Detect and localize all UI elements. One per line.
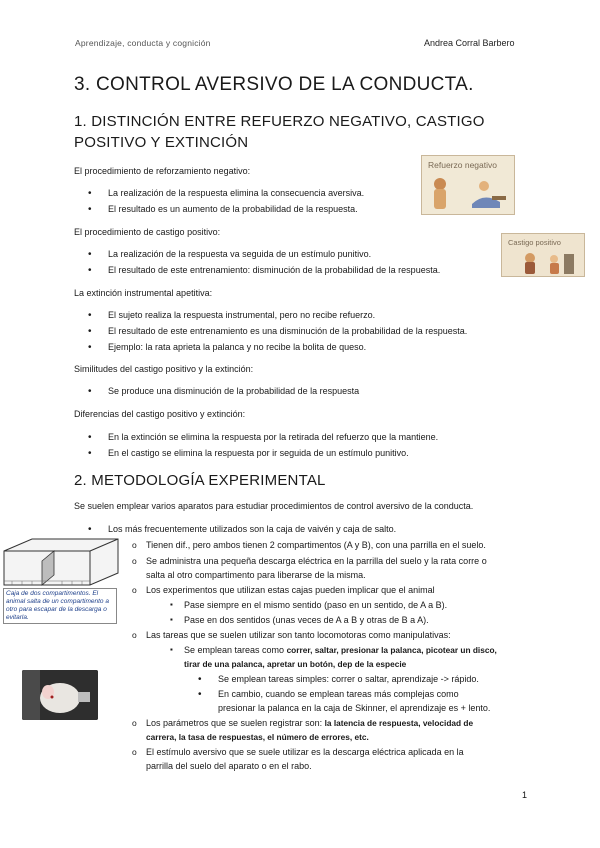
page-number: 1 (522, 790, 528, 800)
list-item: • La realización de la respuesta va seguida de un estímulo punitivo. (108, 249, 371, 259)
section1-heading-line2: POSITIVO Y EXTINCIÓN (74, 134, 249, 151)
sub-sub-item: ▪ Pase siempre en el mismo sentido (paso en un sentido, de A a B). (184, 600, 447, 610)
sub-item: o Se administra una pequeña descarga eléctrica en la parrilla del suelo y la rata corre o (146, 556, 487, 566)
pos-intro: El procedimiento de castigo positivo: (74, 227, 221, 237)
params-bold-continued: carrera, la tasa de respuestas, el número de errores, etc. (146, 732, 369, 742)
sub-item: o Tienen dif., pero ambos tienen 2 compartimentos (A y B), con una parrilla en el suelo. (146, 540, 486, 550)
sub-item: o Las tareas que se suelen utilizar son tanto locomotoras como manipulativas: (146, 630, 451, 640)
sub-sub-item (184, 645, 497, 655)
sub-item (146, 718, 473, 728)
sub-item: o El estímulo aversivo que se suele utilizar es la descarga eléctrica aplicada en la (146, 747, 464, 757)
header-left: Aprendizaje, conducta y cognición (75, 38, 211, 48)
header-right: Andrea Corral Barbero (424, 38, 515, 48)
refuerzo-negativo-label: Refuerzo negativo (428, 160, 497, 170)
tasks-bold: correr, saltar, presionar la palanca, picotear un disco, (286, 645, 497, 655)
sim-intro: Similitudes del castigo positivo y la extinción: (74, 364, 254, 374)
list-item: • Se produce una disminución de la probabilidad de la respuesta (108, 386, 359, 396)
list-item: • En la extinción se elimina la respuesta por la retirada del refuerzo que la mantiene. (108, 432, 438, 442)
castigo-positivo-image (501, 233, 585, 277)
tasks-bold-continued: tirar de una palanca, apretar un botón, dep de la especie (184, 659, 407, 669)
tasks-plain: Se emplean tareas como (184, 645, 287, 655)
section1-heading-line1: 1. DISTINCIÓN ENTRE REFUERZO NEGATIVO, CASTIGO (74, 113, 485, 130)
detail-item: • En cambio, cuando se emplean tareas más complejas como (218, 689, 459, 699)
sub-sub-item: ▪ Pase en dos sentidos (unas veces de A a B y otras de B a A). (184, 615, 429, 625)
sub-item: o Los experimentos que utilizan estas cajas pueden implicar que el animal (146, 585, 435, 595)
sub-item-continued: parrilla del suelo del aparato o en el rabo. (146, 761, 312, 771)
list-item: • El resultado de este entrenamiento: disminución de la probabilidad de la respuesta. (108, 265, 440, 275)
detail-item-continued: presionar la palanca en la caja de Skinner, el aprendizaje es + lento. (218, 703, 491, 713)
shuttle-box-diagram (2, 537, 120, 587)
section2-heading: 2. METODOLOGÍA EXPERIMENTAL (74, 472, 326, 489)
castigo-positivo-label: Castigo positivo (508, 238, 561, 247)
rat-photo (22, 670, 98, 720)
diagram-caption: Caja de dos compartimentos. El animal salta de un compartimento a otro para escapar de la descarga o evitarla. (3, 588, 117, 624)
list-item: • El resultado es un aumento de la probabilidad de la respuesta. (108, 204, 358, 214)
list-item: • El resultado de este entrenamiento es una disminución de la probabilidad de la respuesta. (108, 326, 467, 336)
ext-intro: La extinción instrumental apetitiva: (74, 288, 213, 298)
refuerzo-negativo-image (421, 155, 515, 215)
list-item: • El sujeto realiza la respuesta instrumental, pero no recibe refuerzo. (108, 310, 375, 320)
list-item: • Los más frecuentemente utilizados son la caja de vaivén y caja de salto. (108, 524, 396, 534)
list-item: • La realización de la respuesta elimina la consecuencia aversiva. (108, 188, 364, 198)
neg-intro: El procedimiento de reforzamiento negativo: (74, 166, 251, 176)
list-item: • En el castigo se elimina la respuesta por ir seguida de un estímulo punitivo. (108, 448, 409, 458)
list-item: • Ejemplo: la rata aprieta la palanca y no recibe la bolita de queso. (108, 342, 366, 352)
section2-intro: Se suelen emplear varios aparatos para estudiar procedimientos de control aversivo de la conducta. (74, 501, 474, 511)
params-plain: Los parámetros que se suelen registrar son: (146, 718, 325, 728)
params-bold: la latencia de respuesta, velocidad de (324, 718, 474, 728)
page-title: 3. CONTROL AVERSIVO DE LA CONDUCTA. (74, 74, 474, 95)
sub-item-continued: salta al otro compartimento para liberarse de la misma. (146, 570, 366, 580)
dif-intro: Diferencias del castigo positivo y extinción: (74, 409, 246, 419)
detail-item: • Se emplean tareas simples: correr o saltar, aprendizaje -> rápido. (218, 674, 479, 684)
